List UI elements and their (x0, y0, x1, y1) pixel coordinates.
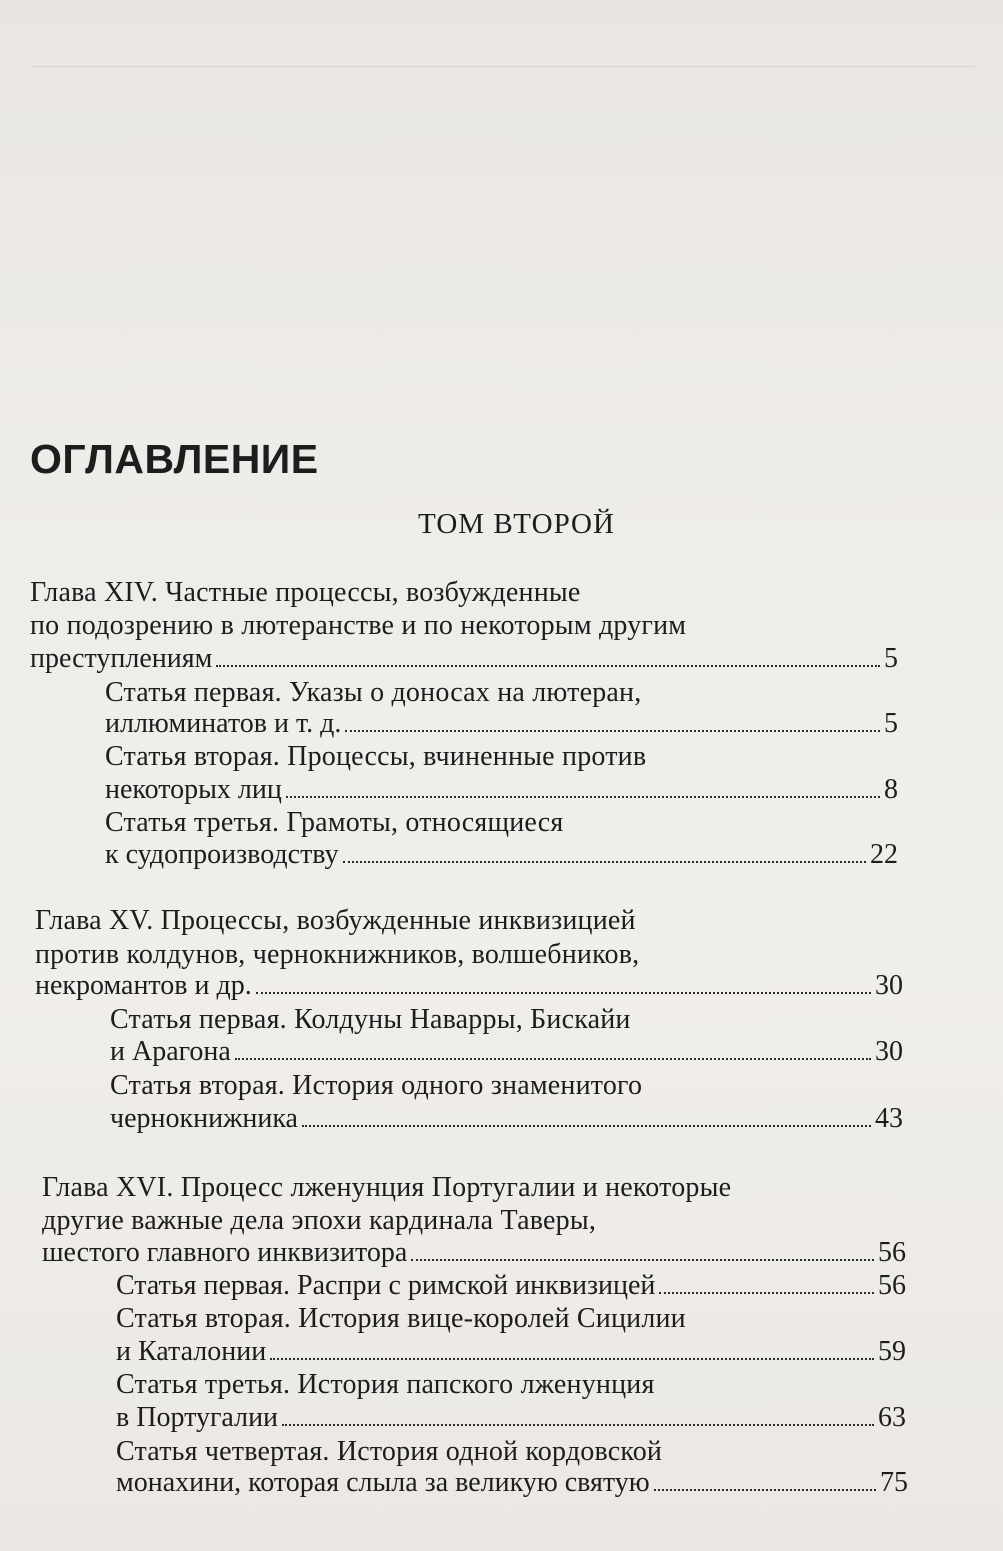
page-title: ОГЛАВЛЕНИЕ (30, 436, 319, 482)
chapter-title-end: некромантов и др. (35, 970, 252, 1001)
dot-leader (282, 1424, 874, 1426)
chapter-title-line: Глава XVI. Процесс лженунция Португалии и некоторые (42, 1172, 732, 1203)
page-number: 30 (875, 970, 903, 1001)
article-title-end: к судопроизводству (105, 839, 339, 870)
chapter-title-line: против колдунов, чернокнижников, волшебников, (35, 939, 640, 970)
page-number: 59 (878, 1336, 906, 1367)
article-title-line: Статья четвертая. История одной кордовской (116, 1436, 663, 1467)
article-title-end: некоторых лиц (105, 774, 282, 805)
article-title-end: в Португалии (116, 1402, 279, 1433)
article-entry[interactable] (105, 774, 898, 806)
chapter-title-line: Глава XIV. Частные процессы, возбужденные (30, 577, 581, 608)
article-entry[interactable] (116, 1402, 906, 1434)
article-entry[interactable] (110, 1036, 903, 1068)
dot-leader (343, 861, 866, 863)
article-title-line: Статья третья. Грамоты, относящиеся (105, 807, 564, 838)
page-number: 63 (878, 1402, 906, 1433)
article-title-line: Статья первая. Колдуны Наварры, Бискайи (110, 1004, 631, 1035)
dot-leader (302, 1125, 871, 1127)
article-entry[interactable] (110, 1103, 903, 1135)
volume-heading: ТОМ ВТОРОЙ (418, 508, 615, 540)
page-number: 56 (878, 1270, 906, 1301)
chapter-title-end: шестого главного инквизитора (42, 1237, 408, 1268)
chapter-entry[interactable] (35, 970, 903, 1002)
page-number: 30 (875, 1036, 903, 1067)
dot-leader (256, 992, 871, 994)
article-title-line: Статья третья. История папского лженунция (116, 1369, 655, 1400)
article-title-line: Статья вторая. История одного знаменитого (110, 1070, 643, 1101)
dot-leader (659, 1292, 874, 1294)
page-number: 56 (878, 1237, 906, 1268)
article-title-line: Статья вторая. Процессы, вчиненные против (105, 741, 647, 772)
article-entry[interactable] (105, 708, 898, 740)
chapter-title-line: по подозрению в лютеранстве и по некоторым другим (30, 610, 687, 641)
chapter-title-line: другие важные дела эпохи кардинала Таверы, (42, 1205, 597, 1236)
page-number: 75 (880, 1467, 908, 1498)
chapter-title-line: Глава XV. Процессы, возбужденные инквизицией (35, 905, 636, 936)
article-title-end: и Каталонии (116, 1336, 267, 1367)
article-title-line: Статья вторая. История вице-королей Сицилии (116, 1303, 686, 1334)
page-number: 5 (884, 643, 898, 674)
dot-leader (235, 1058, 871, 1060)
dot-leader (654, 1489, 876, 1491)
article-entry[interactable] (116, 1270, 906, 1302)
page-number: 5 (884, 708, 898, 739)
article-title-end: иллюминатов и т. д. (105, 708, 342, 739)
chapter-entry[interactable] (30, 643, 898, 675)
article-title-end: и Арагона (110, 1036, 231, 1067)
article-title-end: Статья первая. Распри с римской инквизицей (116, 1270, 656, 1301)
page-number: 8 (884, 774, 898, 805)
dot-leader (216, 665, 880, 667)
dot-leader (411, 1259, 874, 1261)
chapter-entry[interactable] (42, 1237, 906, 1269)
article-entry[interactable] (116, 1336, 906, 1368)
dot-leader (286, 796, 880, 798)
page-number: 43 (875, 1103, 903, 1134)
article-title-end: монахини, которая слыла за великую святую (116, 1467, 650, 1498)
article-title-end: чернокнижника (110, 1103, 298, 1134)
bleed-through-rule (30, 66, 975, 67)
chapter-title-end: преступлениям (30, 643, 213, 674)
page-number: 22 (870, 839, 898, 870)
article-entry[interactable] (116, 1467, 908, 1499)
article-entry[interactable] (105, 839, 898, 871)
article-title-line: Статья первая. Указы о доносах на лютеран, (105, 677, 642, 708)
dot-leader (270, 1358, 874, 1360)
dot-leader (345, 730, 880, 732)
